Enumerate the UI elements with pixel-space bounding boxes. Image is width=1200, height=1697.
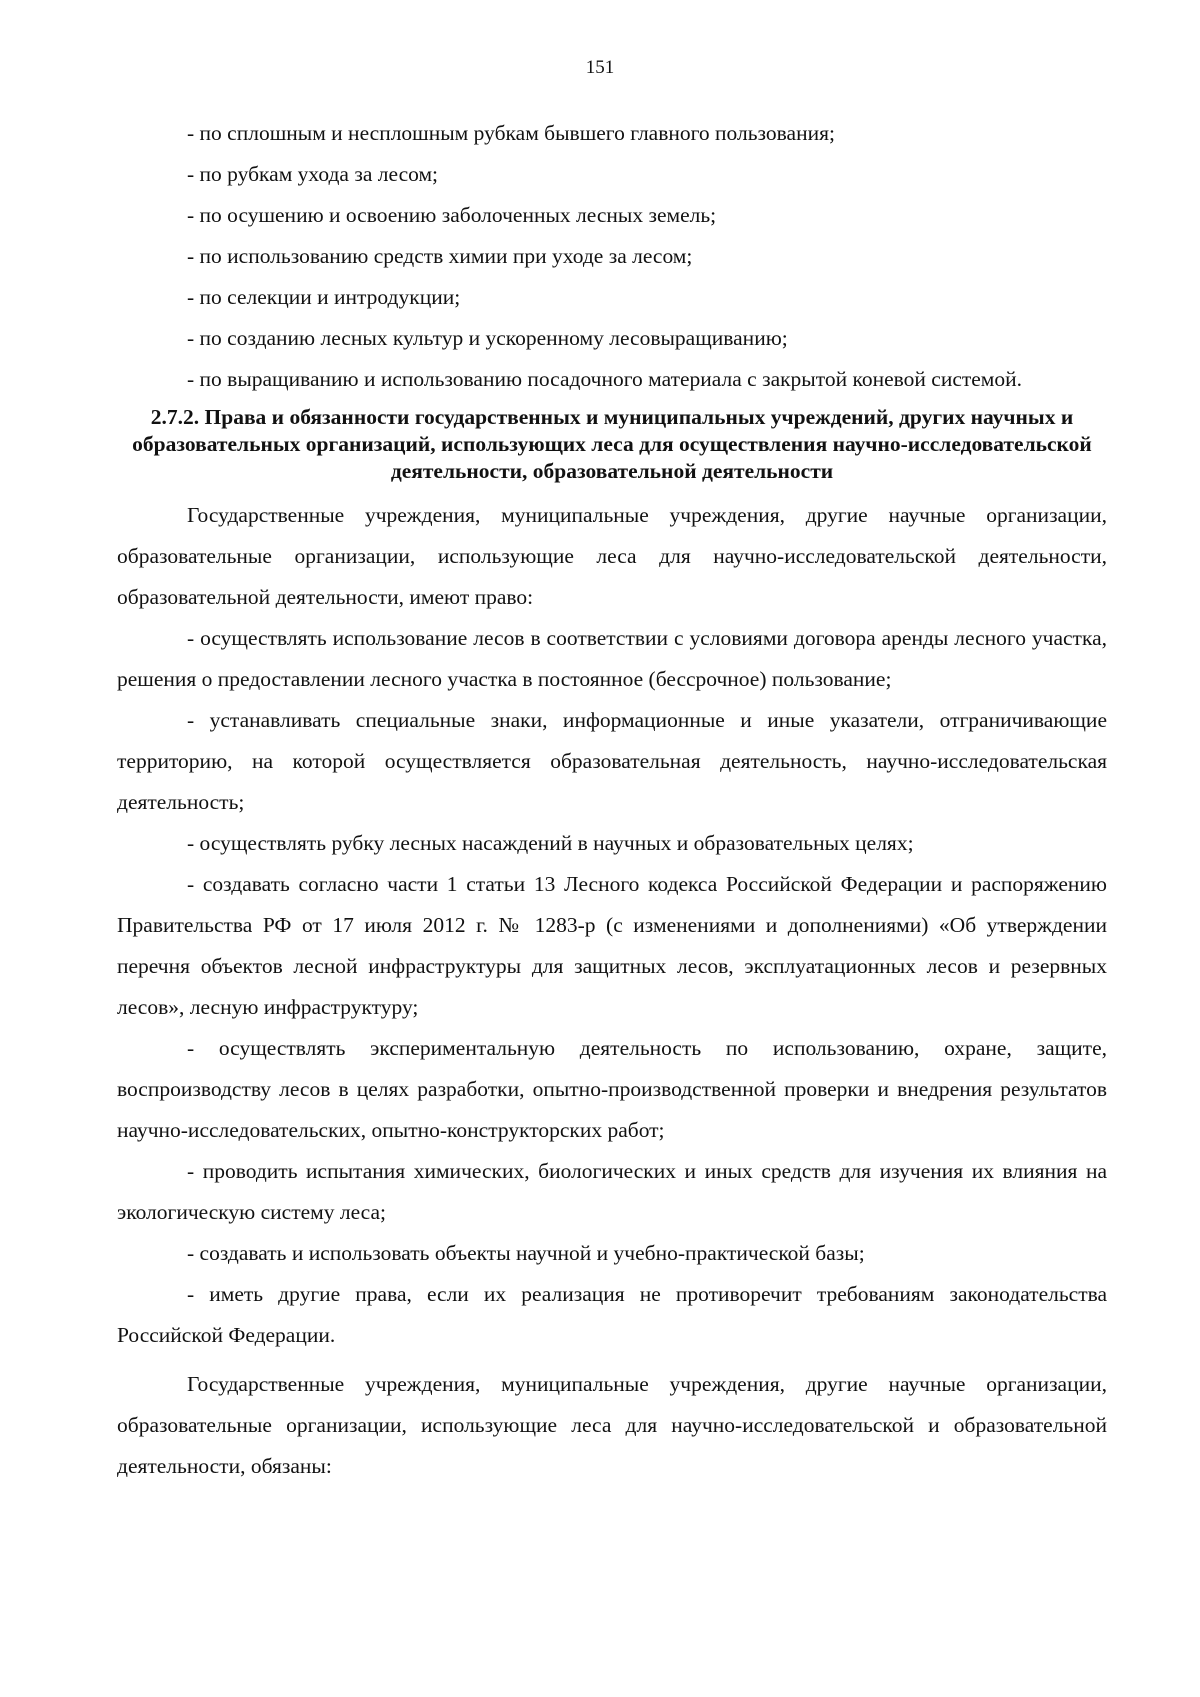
rights-item: - создавать и использовать объекты научной и учебно-практической базы;	[187, 1241, 865, 1265]
list-item: - по селекции и интродукции;	[187, 285, 461, 309]
rights-item: - устанавливать специальные знаки, информационные и иные указатели, отграничивающие территорию, на которой осуществляется образовательная деятельность, научно-исследовательская деятельность;	[117, 708, 1107, 814]
page-content	[117, 113, 1107, 1487]
section-heading: 2.7.2. Права и обязанности государственных и муниципальных учреждений, других научных и образовательных организаций, использующих леса для осуществления научно-исследовательской деятельности, образовательной деятельности	[132, 405, 1092, 483]
page-number: 151	[585, 57, 615, 78]
paragraph-duties-intro: Государственные учреждения, муниципальные учреждения, другие научные организации, образовательные организации, использующие леса для научно-исследовательской и образовательной деятельности, обязаны:	[117, 1372, 1107, 1478]
list-item: - по использованию средств химии при уходе за лесом;	[187, 244, 693, 268]
rights-item: - создавать согласно части 1 статьи 13 Лесного кодекса Российской Федерации и распоряжению Правительства РФ от 17 июля 2012 г. № 1283-р (с изменениями и дополнениями) «Об утверждении перечня объектов лесной инфраструктуры для защитных лесов, эксплуатационных лесов и резервных лесов», лесную инфраструктуру;	[117, 872, 1107, 1019]
rights-item: - проводить испытания химических, биологических и иных средств для изучения их влияния на экологическую систему леса;	[117, 1159, 1107, 1224]
rights-item: - иметь другие права, если их реализация не противоречит требованиям законодательства Российской Федерации.	[117, 1282, 1107, 1347]
rights-item: - осуществлять использование лесов в соответствии с условиями договора аренды лесного участка, решения о предоставлении лесного участка в постоянное (бессрочное) пользование;	[117, 626, 1107, 691]
list-item: - по рубкам ухода за лесом;	[187, 162, 439, 186]
paragraph-rights-intro: Государственные учреждения, муниципальные учреждения, другие научные организации, образовательные организации, использующие леса для научно-исследовательской деятельности, образовательной деятельности, имеют право:	[117, 503, 1107, 609]
list-item: - по осушению и освоению заболоченных лесных земель;	[187, 203, 717, 227]
rights-item: - осуществлять рубку лесных насаждений в научных и образовательных целях;	[187, 831, 914, 855]
list-item: - по созданию лесных культур и ускоренному лесовыращиванию;	[187, 326, 788, 350]
list-item: - по сплошным и несплошным рубкам бывшего главного пользования;	[187, 121, 835, 145]
list-item: - по выращиванию и использованию посадочного материала с закрытой коневой системой.	[187, 367, 1023, 391]
rights-item: - осуществлять экспериментальную деятельность по использованию, охране, защите, воспроизводству лесов в целях разработки, опытно-производственной проверки и внедрения результатов научно-исследовательских, опытно-конструкторских работ;	[117, 1036, 1107, 1142]
